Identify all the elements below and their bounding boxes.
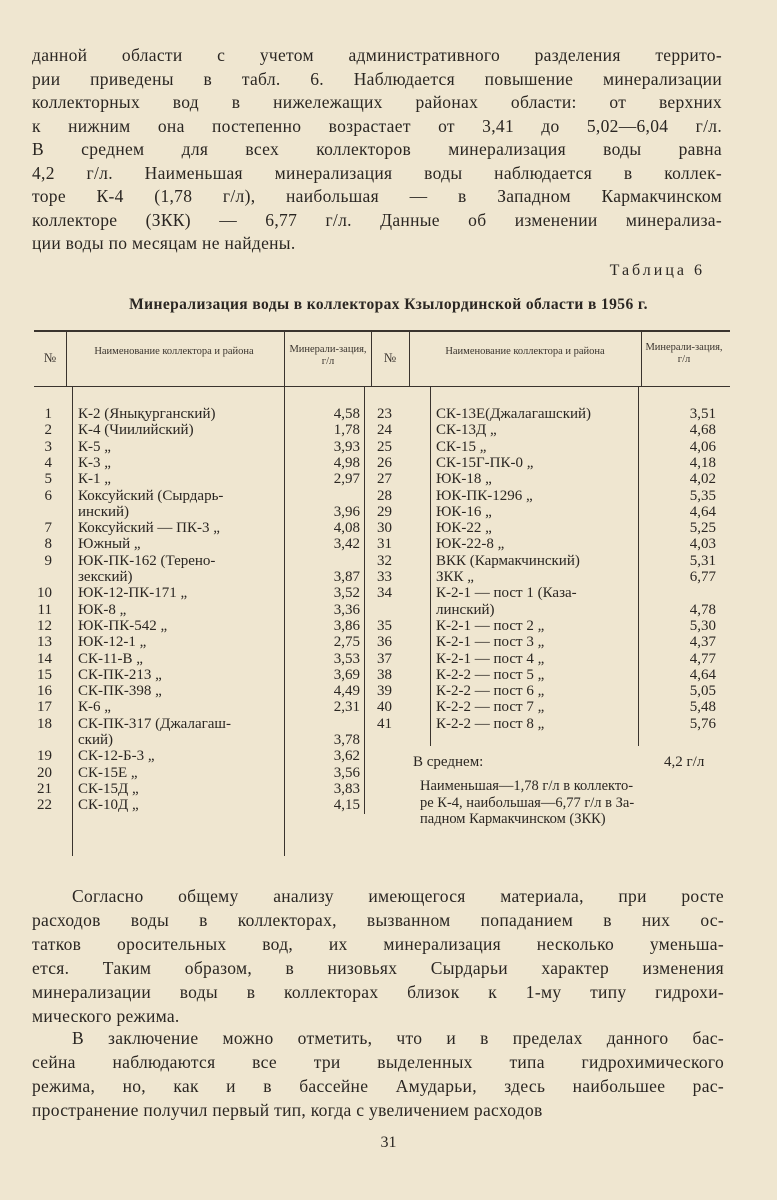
mineralization-value: 5,48 [689,699,716,716]
row-number: 19 [37,748,52,765]
collector-name: СК-ПК-398 „ [78,683,162,700]
paragraph-conclusion [32,1026,724,1122]
text-line: 4,2 г/л. Наименьшая минерализация воды наблюдается в коллек- [32,162,722,183]
collector-name: ЮК-ПК-542 „ [78,617,168,634]
mineralization-value: 5,31 [689,552,716,569]
collector-name: СК-13Е(Джалагашский) [436,406,592,422]
header-num: № [43,350,57,365]
row-number: 11 [37,601,52,618]
row-number: 7 [44,520,52,537]
text-line: рии приведены в табл. 6. Наблюдается повышение минерализации [32,68,722,89]
text-line: данной области с учетом административного разделения террито- [32,45,722,65]
text-line: татков оросительных вод, их минерализация несколько уменьша- [32,934,724,954]
col-divider [72,386,73,856]
row-number: 33 [377,569,392,585]
mineralization-value: 4,15 [333,797,360,814]
mineralization-value: 4,64 [689,666,716,683]
mineralization-value: 3,96 [333,503,360,520]
text-line: к нижним она постепенно возрастает от 3,41 до 5,02—6,04 г/л. [32,115,722,136]
row-number: 26 [377,454,392,471]
mineralization-value: 1,78 [333,422,360,439]
header-mineralization: Минерали-зация, г/л [289,344,367,367]
col-divider [641,330,642,386]
mineralization-value: 4,02 [689,471,716,488]
table-label: Таблица 6 [609,262,705,279]
text-line: коллекторе (ЗКК) — 6,77 г/л. Данные об изменении минерализа- [32,209,722,230]
collector-name: СК-15Д „ [78,780,139,797]
collector-name: ЮК-18 „ [436,471,492,488]
collector-name: СК-11-В „ [78,650,143,667]
mineralization-value: 3,53 [333,650,360,667]
col-divider [284,330,285,386]
mineralization-value: 5,76 [689,715,716,732]
row-number: 13 [37,634,52,651]
mineralization-value: 4,06 [689,438,716,455]
header-name-right: Наименование коллектора и района [445,346,605,357]
collector-name: СК-ПК-213 „ [78,666,162,683]
row-number: 20 [37,764,52,781]
collector-name: ВКК (Кармакчинский) [436,552,580,569]
collector-name: линский) [436,601,495,618]
mineralization-value: 5,30 [689,617,716,634]
mineralization-value: 4,18 [689,454,716,471]
row-number: 2 [44,422,52,439]
row-number: 8 [44,536,52,553]
collector-name: зекский) [78,569,133,585]
text-line: расходов воды в коллекторах, вызванном попаданием в них ос- [32,910,724,930]
header-mineralization-right: Минерали-зация, г/л [645,342,723,365]
collector-name: К-2-2 — пост 8 „ [436,715,545,732]
mineralization-value: 5,05 [689,683,716,700]
paragraph-analysis [32,884,724,1028]
row-number: 1 [44,406,52,422]
collector-name: СК-15Г-ПК-0 „ [436,454,534,471]
row-number: 34 [377,585,392,602]
collector-name: СК-ПК-317 (Джалагаш- [78,715,231,732]
row-number: 18 [37,715,52,732]
row-number: 14 [37,650,52,667]
row-number: 24 [377,422,392,439]
collector-name: ЮК-12-1 „ [78,634,147,651]
row-number: 36 [377,634,392,651]
collector-name: К-2-2 — пост 7 „ [436,699,545,716]
average-label: В среднем: [413,754,484,770]
mineralization-value: 6,77 [689,569,716,585]
collector-name: Коксуйский — ПК-3 „ [78,520,220,537]
table-top-rule [34,330,730,332]
collector-name: ЮК-22 „ [436,520,492,537]
collector-name: К-2-1 — пост 1 (Каза- [436,585,577,602]
collector-name: ЮК-22-8 „ [436,536,505,553]
mineralization-value: 3,51 [689,406,716,422]
mineralization-value: 4,08 [333,520,360,537]
text-line: ции воды по месяцам не найдены. [32,233,296,253]
text-line: В заключение можно отметить, что и в пределах данного бас- [72,1028,724,1048]
header-num-right: № [383,350,397,365]
text-line: ется. Таким образом, в низовьях Сырдарьи характер изменения [32,958,724,978]
mineralization-value: 3,42 [333,536,360,553]
row-number: 6 [44,487,52,504]
text-line: сейна наблюдаются все три выделенных типа гидрохимического [32,1052,724,1072]
mineralization-value: 3,87 [333,569,360,585]
col-divider [284,386,285,856]
mineralization-value: 3,78 [333,732,360,748]
table-header-rule [34,386,730,387]
row-number: 4 [44,454,52,471]
mineralization-value: 3,83 [333,780,360,797]
collector-name: СК-12-Б-3 „ [78,748,155,765]
row-number: 15 [37,666,52,683]
mineralization-value: 2,31 [333,699,360,716]
text-line: коллекторных вод в нижележащих районах области: от верхних [32,92,722,112]
mineralization-value: 3,86 [333,617,360,634]
row-number: 37 [377,650,392,667]
header-name: Наименование коллектора и района [94,346,254,357]
collector-name: СК-10Д „ [78,797,139,814]
table-summary [420,778,720,828]
collector-name: К-1 „ [78,471,111,488]
mineralization-value: 4,49 [333,683,360,700]
col-divider [430,386,431,746]
collector-name: К-4 (Чиилийский) [78,422,194,439]
col-divider [638,386,639,746]
row-number: 9 [44,552,52,569]
mineralization-value: 3,36 [333,601,360,618]
text-line: режима, но, как и в бассейне Амударьи, здесь наибольшее рас- [32,1076,724,1096]
row-number: 12 [37,617,52,634]
collector-name: ский) [78,732,113,748]
intro-paragraph [32,44,722,256]
mineralization-value: 3,52 [333,585,360,602]
collector-name: ЮК-8 „ [78,601,127,618]
collector-name: Южный „ [78,536,141,553]
collector-name: К-2-1 — пост 2 „ [436,617,545,634]
mineralization-value: 4,77 [689,650,716,667]
row-number: 21 [37,780,52,797]
summary-line: ре К-4, наибольшая—6,77 г/л в За- [420,794,635,811]
collector-name: ЮК-16 „ [436,503,492,520]
text-line: Согласно общему анализу имеющегося материала, при росте [72,886,724,906]
collector-name: К-2-1 — пост 3 „ [436,634,545,651]
collector-name: СК-15 „ [436,438,487,455]
mineralization-value: 3,56 [333,764,360,781]
text-line: В среднем для всех коллекторов минерализация воды равна [32,139,722,159]
mineralization-value: 4,78 [689,601,716,618]
row-number: 40 [377,699,392,716]
collector-name: СК-13Д „ [436,422,497,439]
collector-name: Коксуйский (Сырдарь- [78,487,224,504]
col-divider [66,330,67,386]
collector-name: К-2-2 — пост 6 „ [436,683,545,700]
mineralization-value: 4,64 [689,503,716,520]
row-number: 25 [377,438,392,455]
row-number: 41 [377,715,392,732]
row-number: 3 [44,438,52,455]
mineralization-value: 4,03 [689,536,716,553]
mineralization-table [34,330,730,885]
row-number: 10 [37,585,52,602]
collector-name: СК-15Е „ [78,764,138,781]
collector-name: ЗКК „ [436,569,474,585]
text-line: мического режима. [32,1006,180,1026]
row-number: 5 [44,471,52,488]
row-number: 30 [377,520,392,537]
mineralization-value: 5,25 [689,520,716,537]
row-number: 38 [377,666,392,683]
row-number: 39 [377,683,392,700]
mineralization-value: 3,62 [333,748,360,765]
summary-line: падном Кармакчинском (ЗКК) [420,811,606,827]
mineralization-value: 4,58 [333,406,360,422]
mineralization-value: 4,68 [689,422,716,439]
col-divider [409,330,410,386]
collector-name: К-6 „ [78,699,111,716]
mineralization-value: 5,35 [689,487,716,504]
mineralization-value: 3,69 [333,666,360,683]
table-title: Минерализация воды в коллекторах Кзылординской области в 1956 г. [129,296,648,313]
collector-name: К-2-1 — пост 4 „ [436,650,545,667]
page-number: 31 [380,1134,397,1151]
mineralization-value: 2,97 [333,471,360,488]
row-number: 27 [377,471,392,488]
summary-line: Наименьшая—1,78 г/л в коллекто- [420,778,634,794]
row-number: 29 [377,503,392,520]
collector-name: К-5 „ [78,438,111,455]
text-line: пространение получил первый тип, когда с увеличением расходов [32,1100,543,1120]
collector-name: ЮК-ПК-1296 „ [436,487,533,504]
text-line: торе К-4 (1,78 г/л), наибольшая — в Западном Кармакчинском [32,186,722,206]
collector-name: К-3 „ [78,454,111,471]
collector-name: ЮК-12-ПК-171 „ [78,585,188,602]
mineralization-value: 4,37 [689,634,716,651]
mineralization-value: 2,75 [333,634,360,651]
text-line: минерализации воды в коллекторах близок к 1-му типу гидрохи- [32,982,724,1002]
row-number: 16 [37,683,52,700]
row-number: 32 [377,552,392,569]
collector-name: инский) [78,503,130,520]
collector-name: К-2-2 — пост 5 „ [436,666,545,683]
row-number: 31 [377,536,392,553]
row-number: 17 [37,699,52,716]
row-number: 22 [37,797,52,814]
col-divider [364,386,365,814]
row-number: 28 [377,487,392,504]
row-number: 35 [377,617,392,634]
average-value: 4,2 г/л [664,754,705,770]
mineralization-value: 4,98 [333,454,360,471]
row-number: 23 [377,406,392,422]
mineralization-value: 3,93 [333,438,360,455]
collector-name: К-2 (Янықурганский) [78,406,216,422]
collector-name: ЮК-ПК-162 (Терено- [78,552,216,569]
